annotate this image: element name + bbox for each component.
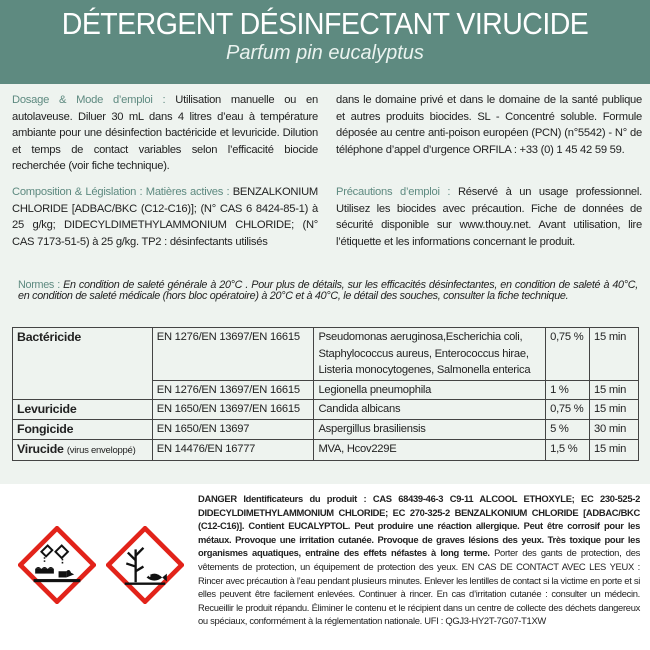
danger-advice-2: : Rincer avec précaution à l’eau pendant plusieurs minutes. Enlever les lentilles de contact si la victime en porte et si elles peuvent être facilement enlevées. Continuer à rincer. En cas d’irritation cutanée : consulter un médecin. Recueillir le produit répandu. Éliminer le contenu et le récipient dans un centre de collecte des déchets dangereux ou spéciaux, conformément à la réglementation nationale. UFI : QGJ3-HY2T-7G07-T1XW bbox=[198, 560, 640, 627]
norms-cell: EN 1276/EN 13697/EN 16615 bbox=[152, 328, 314, 381]
dosage-label: Dosage & Mode d’emploi : bbox=[12, 94, 166, 106]
composition-block bbox=[12, 184, 318, 250]
norms-cell: EN 1650/EN 13697 bbox=[152, 419, 314, 439]
organisms-cell: Pseudomonas aeruginosa,Escherichia coli, Staphylococcus aureus, Enterococcus hirae, Listeria monocytogenes, Salmonella enterica bbox=[314, 328, 546, 381]
category-name: Virucide bbox=[17, 441, 64, 456]
precautions-label: Précautions d’emploi : bbox=[336, 186, 451, 198]
table-row bbox=[13, 328, 639, 381]
environment-pictogram-icon bbox=[106, 526, 184, 604]
category-note: (virus enveloppé) bbox=[66, 444, 136, 456]
organisms-cell: Aspergillus brasiliensis bbox=[314, 419, 546, 439]
danger-advice: Porter des gants de protection, des vêtements de protection, un équipement de protection des yeux. bbox=[198, 547, 640, 572]
precautions-block bbox=[336, 184, 642, 250]
table-row bbox=[13, 439, 639, 461]
norms-cell: EN 1650/EN 13697/EN 16615 bbox=[152, 400, 314, 420]
percent-cell: 0,75 % bbox=[546, 400, 590, 420]
time-cell: 15 min bbox=[590, 400, 639, 420]
norms-cell: EN 1276/EN 13697/EN 16615 bbox=[152, 380, 314, 400]
category-cell: Levuricide bbox=[13, 400, 153, 420]
hazard-section bbox=[0, 484, 650, 650]
normes-block bbox=[18, 280, 638, 302]
category-cell: Fongicide bbox=[13, 419, 153, 439]
composition-text: BENZALKONIUM CHLORIDE [ADBAC/BKC (C12-C16)]; (N° CAS 6 8424-85-1) à 25 g/kg; DIDECYLDIMETHYLAMMONIUM CHLORIDE; (N° CAS 7173-51-5) à 25 g/kg. TP2 : désinfectants utilisés bbox=[12, 186, 318, 248]
header-band bbox=[0, 0, 650, 84]
corrosion-pictogram-icon bbox=[18, 526, 96, 604]
danger-eye-contact: EN CAS DE CONTACT AVEC LES YEUX bbox=[461, 560, 634, 572]
table-row bbox=[13, 400, 639, 420]
dosage-text: Utilisation manuelle ou en autolaveuse. Diluer 30 mL dans 4 litres d’eau à température ambiante pour une désinfection bactéricide et levuricide. Dilution et temps de contact variables selon l’efficacité biocide recherchée (voir fiche technique). bbox=[12, 94, 318, 173]
dosage-block bbox=[12, 92, 318, 175]
category-cell bbox=[13, 439, 153, 461]
domain-text: dans le domaine privé et dans le domaine de la santé publique et autres produits biocides. SL - Concentré soluble. Formule déposée au centre anti-poison européen (PCN) (n°5542) - N° de téléphone d’appel d’urgence ORFILA : +33 (0) 1 45 42 59 59. bbox=[336, 94, 642, 156]
norms-cell: EN 14476/EN 16777 bbox=[152, 439, 314, 461]
normes-label: Normes : bbox=[18, 279, 60, 291]
organisms-cell: Candida albicans bbox=[314, 400, 546, 420]
organisms-cell: Legionella pneumophila bbox=[314, 380, 546, 400]
info-panel bbox=[0, 84, 650, 484]
precautions-text: Réservé à un usage professionnel. Utilisez les biocides avec précaution. Fiche de données de sécurité disponible sur www.thouy.net. Avant utilisation, lire l’étiquette et les informations concernant le produit. bbox=[336, 186, 642, 248]
danger-text-block bbox=[198, 492, 640, 628]
time-cell: 15 min bbox=[590, 380, 639, 400]
percent-cell: 1 % bbox=[546, 380, 590, 400]
percent-cell: 0,75 % bbox=[546, 328, 590, 381]
efficacy-table bbox=[12, 327, 639, 461]
composition-label: Composition & Législation : Matières actives : bbox=[12, 186, 230, 198]
category-cell: Bactéricide bbox=[13, 328, 153, 400]
table-row bbox=[13, 419, 639, 439]
danger-statement: DANGER Identificateurs du produit : CAS 68439-46-3 C9-11 ALCOOL ETHOXYLE; EC 230-525-2 DIDECYLDIMETHYLAMMONIUM CHLORIDE; EC 270-325-2 BENZALKONIUM CHLORIDE [ADBAC/BKC (C12-C16)]. Contient EUCALYPTOL. Peut produire une réaction allergique. Peut être corrosif pour les métaux. Provoque une irritation cutanée. Provoque de graves lésions des yeux. Très toxique pour les organismes aquatiques, entraîne des effets néfastes à long terme. bbox=[198, 493, 640, 559]
time-cell: 15 min bbox=[590, 439, 639, 461]
time-cell: 15 min bbox=[590, 328, 639, 381]
product-subtitle: Parfum pin eucalyptus bbox=[226, 42, 424, 64]
percent-cell: 1,5 % bbox=[546, 439, 590, 461]
domain-block bbox=[336, 92, 642, 158]
time-cell: 30 min bbox=[590, 419, 639, 439]
product-title: DÉTERGENT DÉSINFECTANT VIRUCIDE bbox=[61, 6, 589, 41]
percent-cell: 5 % bbox=[546, 419, 590, 439]
organisms-cell: MVA, Hcov229E bbox=[314, 439, 546, 461]
normes-text: En condition de saleté générale à 20°C . Pour plus de détails, sur les efficacités désinfectantes, en condition de saleté à 40°C, en condition de saleté médicale (hors bloc opératoire) à 20°C et à 40°C, le détail des souches, consulter la fiche technique. bbox=[18, 279, 638, 303]
